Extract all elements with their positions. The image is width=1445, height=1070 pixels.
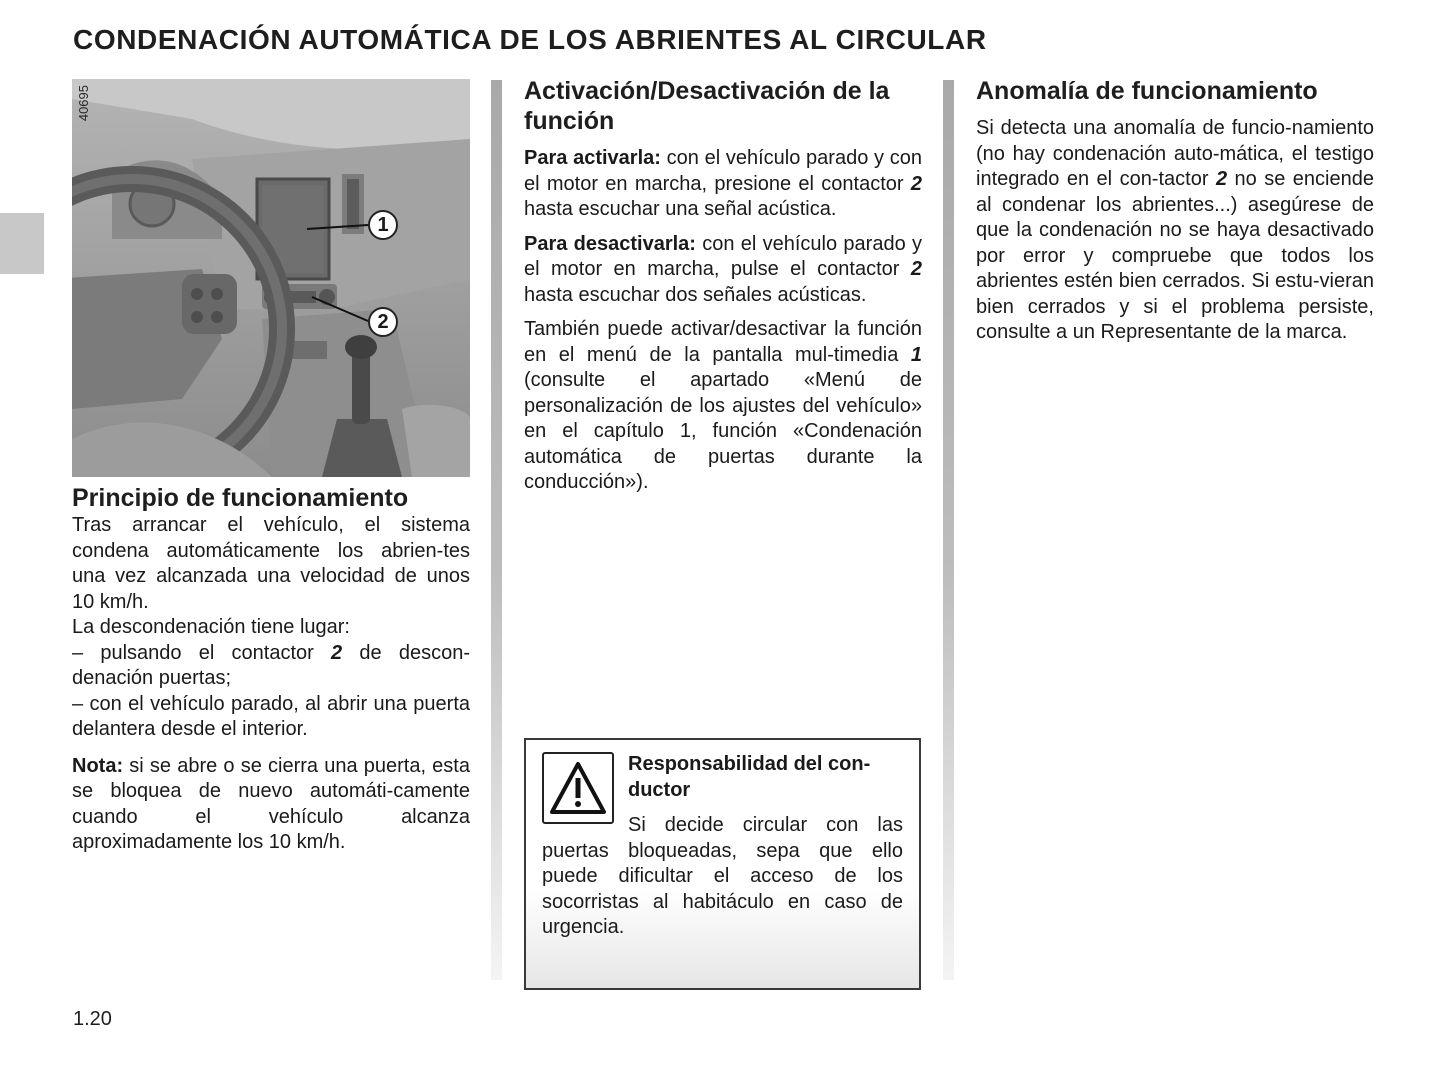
heading-activacion: Activación/Desactivación de la función (524, 77, 890, 135)
anomalia-text-a: Si detecta una anomalía de funcio-namiento (no hay condenación auto-mática, el testigo integrado en el con-tactor (976, 117, 1374, 190)
warning-text: Si decide circular con las puertas bloqueadas, sepa que ello puede dificultar el acceso de los socorristas al habitáculo en caso de urgencia. (542, 814, 903, 938)
desactivar-label: Para desactivarla: (524, 232, 696, 255)
ref-contactor-2: 2 (1215, 168, 1228, 190)
callout-2: 2 (368, 307, 398, 337)
column-principio (72, 76, 470, 856)
page-number: 1.20 (73, 1008, 112, 1030)
desactivar-text-b: hasta escuchar dos señales acústicas. (524, 283, 867, 306)
anomalia-paragraph (976, 116, 1374, 346)
principio-bullet-1-text-b: de descon-denación puertas; (72, 641, 470, 689)
ref-contactor-2: 2 (331, 641, 343, 664)
dashboard-photo (72, 79, 470, 477)
note-label: Nota: (72, 754, 124, 777)
ref-pantalla-1: 1 (910, 343, 922, 366)
dashboard-illustration (72, 79, 470, 477)
activacion-paragraph-activar (524, 146, 922, 223)
activacion-paragraph-desactivar (524, 232, 922, 309)
column-activacion (524, 76, 922, 496)
ref-contactor-2: 2 (910, 258, 922, 280)
menu-text-a: También puede activar/desactivar la función en el menú de la pantalla mul-timedia (524, 318, 922, 366)
column-anomalia (976, 76, 1374, 346)
principio-bullet-1 (72, 641, 470, 692)
menu-text-b: (consulte el apartado «Menú de personalización de los ajustes del vehículo» en el capítulo 1, función «Condenación automática de puertas durante la conducción»). (524, 369, 922, 493)
warning-triangle-icon (542, 752, 614, 824)
principio-paragraph-1: Tras arrancar el vehículo, el sistema condena automáticamente los abrien-tes una vez alcanzada una velocidad de unos 10 km/h. (72, 514, 470, 613)
heading-anomalia: Anomalía de funcionamiento (976, 77, 1318, 105)
activacion-paragraph-menu (524, 317, 922, 496)
warning-title: Responsabilidad del con-ductor (628, 753, 871, 801)
principio-bullet-2: – con el vehículo parado, al abrir una puerta delantera desde el interior. (72, 692, 470, 740)
principio-note (72, 754, 470, 856)
heading-principio: Principio de funcionamiento (72, 484, 409, 512)
anomalia-text-b: no se enciende al condenar los abrientes...) asegúrese de que la condenación no se haya desactivado por error y compruebe que todos los abrientes estén bien cerrados. Si estu-vieran bien cerrados y si el problema persiste, consulte a un Representante de la marca. (976, 168, 1374, 343)
ref-contactor-2: 2 (910, 172, 922, 195)
column-divider-right (943, 80, 954, 980)
warning-box (524, 738, 921, 990)
desactivar-text-a: con el vehículo parado y el motor en marcha, pulse el contactor (524, 232, 922, 280)
principio-bullet-1-text-a: – pulsando el contactor (72, 641, 332, 664)
activar-text-a: con el vehículo parado y con el motor en marcha, presione el contactor (524, 147, 922, 195)
page-title: CONDENACIÓN AUTOMÁTICA DE LOS ABRIENTES AL CIRCULAR (73, 24, 987, 55)
callout-1: 1 (368, 210, 398, 240)
chapter-tab (0, 213, 44, 274)
principio-paragraph-2: La descondenación tiene lugar: (72, 616, 350, 638)
column-divider-left (491, 80, 502, 980)
note-text: si se abre o se cierra una puerta, esta se bloquea de nuevo automáti-camente cuando el vehículo alcanza aproximadamente los 10 km/h. (72, 754, 470, 853)
activar-text-b: hasta escuchar una señal acústica. (524, 198, 837, 220)
activar-label: Para activarla: (524, 147, 661, 169)
figure-code: 40695 (76, 85, 91, 122)
